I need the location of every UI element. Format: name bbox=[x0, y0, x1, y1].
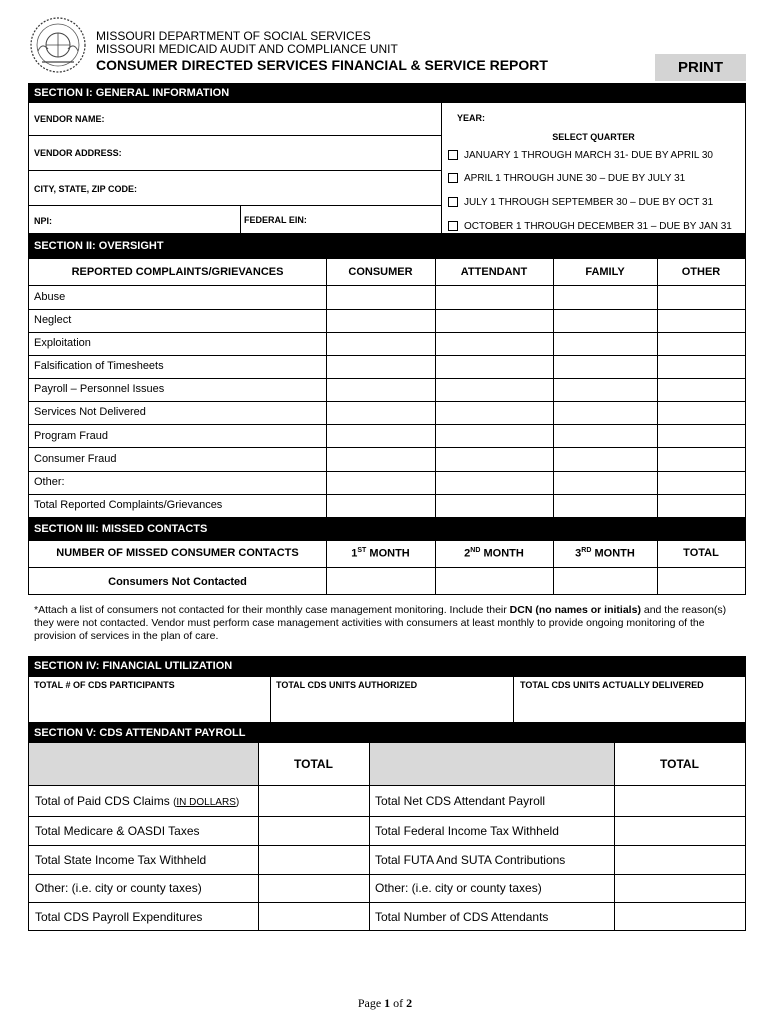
quarter-3-checkbox[interactable] bbox=[448, 197, 458, 207]
quarter-4-label: OCTOBER 1 THROUGH DECEMBER 31 – DUE BY JAN 31 bbox=[464, 221, 732, 232]
federal-tax-label: Total Federal Income Tax Withheld bbox=[375, 824, 559, 838]
npi-input[interactable] bbox=[60, 209, 236, 231]
vendor-address-label: VENDOR ADDRESS: bbox=[34, 148, 122, 158]
quarter-4-checkbox[interactable] bbox=[448, 221, 458, 231]
consumer-column-header: CONSUMER bbox=[348, 266, 413, 278]
missed-contacts-note: *Attach a list of consumers not contacted for their monthly case management monitoring. Include their DCN (no names or initials) and the reason(s) they were not contacted. Vendor must perform case management activities with consumers at least monthly to provide ongoing monitoring of the provision of services in the plan of care. bbox=[34, 604, 727, 642]
attendant-column-header: ATTENDANT bbox=[460, 266, 528, 278]
section-3-header: SECTION III: MISSED CONTACTS bbox=[28, 518, 746, 540]
table-row: Falsification of Timesheets bbox=[34, 360, 164, 372]
table-row: Total Reported Complaints/Grievances bbox=[34, 499, 223, 511]
total-participants-input[interactable] bbox=[33, 694, 266, 718]
city-state-zip-input[interactable] bbox=[155, 176, 438, 202]
department-name: MISSOURI DEPARTMENT OF SOCIAL SERVICES bbox=[96, 29, 371, 43]
units-authorized-label: TOTAL CDS UNITS AUTHORIZED bbox=[276, 680, 418, 690]
other-tax-left-label: Other: (i.e. city or county taxes) bbox=[35, 881, 202, 895]
first-month-header: 1ST MONTH bbox=[351, 547, 410, 560]
vendor-name-input[interactable] bbox=[110, 108, 438, 132]
vendor-name-label: VENDOR NAME: bbox=[34, 114, 105, 124]
federal-ein-label: FEDERAL EIN: bbox=[244, 215, 307, 225]
missed-contacts-table bbox=[28, 540, 746, 595]
futa-suta-label: Total FUTA And SUTA Contributions bbox=[375, 853, 566, 867]
payroll-table bbox=[28, 742, 746, 931]
federal-ein-input[interactable] bbox=[318, 209, 438, 231]
quarter-1-checkbox[interactable] bbox=[448, 150, 458, 160]
units-authorized-input[interactable] bbox=[274, 694, 509, 718]
state-tax-label: Total State Income Tax Withheld bbox=[35, 853, 207, 867]
npi-label: NPI: bbox=[34, 216, 52, 226]
payroll-expenditures-label: Total CDS Payroll Expenditures bbox=[35, 910, 203, 924]
units-delivered-input[interactable] bbox=[517, 694, 741, 718]
right-total-header: TOTAL bbox=[660, 757, 699, 771]
section-4-header: SECTION IV: FINANCIAL UTILIZATION bbox=[28, 656, 746, 676]
quarter-2-label: APRIL 1 THROUGH JUNE 30 – DUE BY JULY 31 bbox=[464, 173, 686, 184]
units-delivered-label: TOTAL CDS UNITS ACTUALLY DELIVERED bbox=[520, 680, 704, 690]
table-row: Abuse bbox=[34, 291, 66, 303]
financial-utilization-table bbox=[28, 676, 746, 723]
missed-contacts-column-header: NUMBER OF MISSED CONSUMER CONTACTS bbox=[56, 547, 299, 559]
state-seal-icon bbox=[28, 16, 88, 74]
table-row: Other: bbox=[34, 476, 65, 488]
second-month-header: 2ND MONTH bbox=[464, 547, 524, 560]
table-row: Exploitation bbox=[34, 337, 91, 349]
year-label: YEAR: bbox=[457, 113, 486, 123]
table-row: Services Not Delivered bbox=[34, 406, 146, 418]
medicare-oasdi-label: Total Medicare & OASDI Taxes bbox=[35, 824, 200, 838]
year-input[interactable] bbox=[492, 107, 742, 127]
city-state-zip-label: CITY, STATE, ZIP CODE: bbox=[34, 184, 138, 194]
paid-claims-label: Total of Paid CDS Claims (IN DOLLARS) bbox=[35, 794, 240, 808]
table-row: Program Fraud bbox=[34, 430, 108, 442]
total-column-header: TOTAL bbox=[683, 547, 719, 559]
form-title: CONSUMER DIRECTED SERVICES FINANCIAL & SERVICE REPORT bbox=[96, 57, 548, 73]
other-tax-right-label: Other: (i.e. city or county taxes) bbox=[375, 881, 542, 895]
oversight-table bbox=[28, 258, 746, 518]
unit-name: MISSOURI MEDICAID AUDIT AND COMPLIANCE UNIT bbox=[96, 42, 398, 56]
total-participants-label: TOTAL # OF CDS PARTICIPANTS bbox=[34, 680, 175, 690]
quarter-3-label: JULY 1 THROUGH SEPTEMBER 30 – DUE BY OCT 31 bbox=[464, 197, 714, 208]
left-total-header: TOTAL bbox=[294, 757, 333, 771]
consumers-not-contacted-label: Consumers Not Contacted bbox=[108, 576, 247, 588]
page-number: Page 1 of 2 bbox=[357, 996, 413, 1010]
complaints-column-header: REPORTED COMPLAINTS/GRIEVANCES bbox=[71, 266, 284, 278]
quarter-1-label: JANUARY 1 THROUGH MARCH 31- DUE BY APRIL 30 bbox=[464, 150, 713, 161]
section-1-header: SECTION I: GENERAL INFORMATION bbox=[28, 83, 746, 102]
table-row: Neglect bbox=[34, 314, 72, 326]
family-column-header: FAMILY bbox=[585, 266, 625, 278]
net-payroll-label: Total Net CDS Attendant Payroll bbox=[375, 794, 546, 808]
table-row: Consumer Fraud bbox=[34, 453, 117, 465]
other-column-header: OTHER bbox=[681, 266, 721, 278]
print-button[interactable]: PRINT bbox=[655, 54, 746, 81]
section-2-header: SECTION II: OVERSIGHT bbox=[28, 234, 746, 258]
table-row: Payroll – Personnel Issues bbox=[34, 383, 165, 395]
vendor-address-input[interactable] bbox=[135, 140, 438, 166]
select-quarter-label: SELECT QUARTER bbox=[552, 132, 635, 142]
third-month-header: 3RD MONTH bbox=[575, 547, 635, 560]
quarter-2-checkbox[interactable] bbox=[448, 173, 458, 183]
number-attendants-label: Total Number of CDS Attendants bbox=[375, 910, 549, 924]
section-5-header: SECTION V: CDS ATTENDANT PAYROLL bbox=[28, 723, 746, 742]
